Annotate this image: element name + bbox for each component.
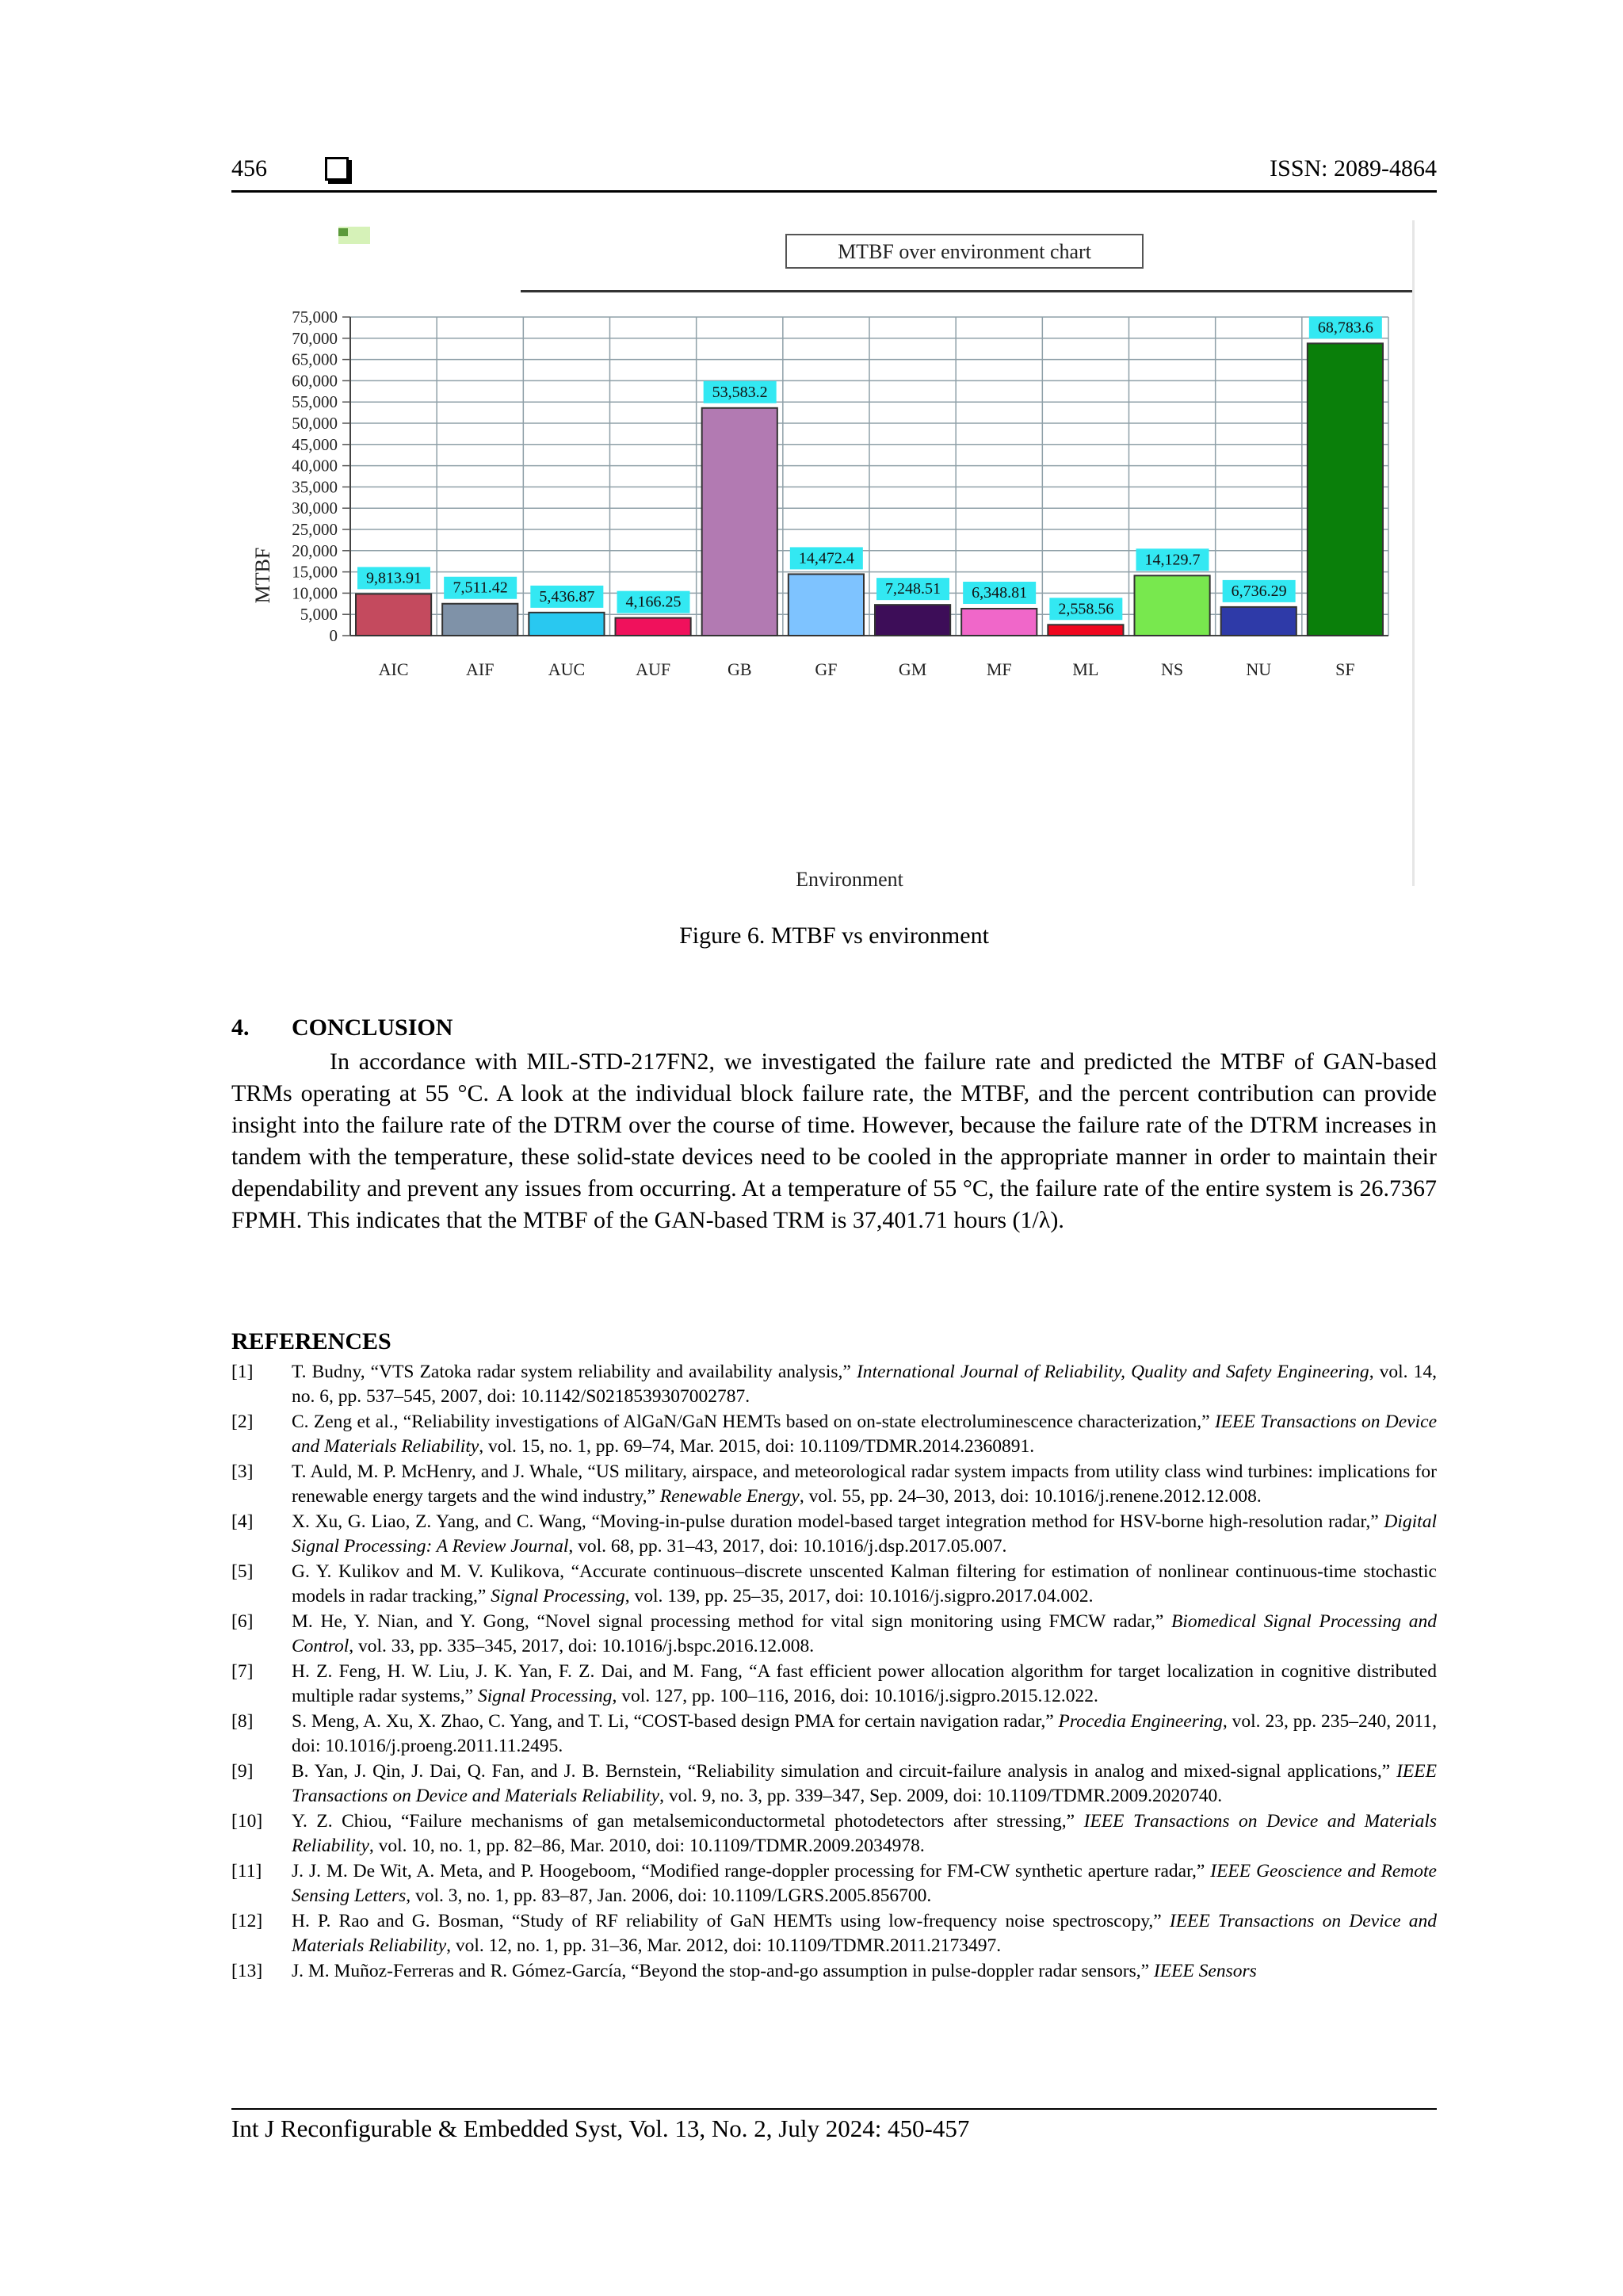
reference-venue: IEEE Transactions on Device and Materials Reliability (292, 1412, 1437, 1457)
section-heading (231, 1014, 453, 1041)
reference-details: , vol. 12, no. 1, pp. 31–36, Mar. 2012, doi: 10.1109/TDMR.2011.2173497. (446, 1935, 1002, 1956)
reference-number: [1] (231, 1362, 254, 1382)
bar-aif (442, 604, 517, 636)
data-label: 7,511.42 (453, 579, 508, 597)
x-tick-label: ML (1072, 659, 1099, 679)
x-tick-label: AUF (636, 659, 671, 679)
reference-text (292, 1759, 1437, 1808)
reference-authors-title: M. He, Y. Nian, and Y. Gong, “Novel signal processing method for vital sign monitoring using FMCW radar,” (292, 1611, 1171, 1632)
reference-list (231, 1360, 1437, 1985)
section-number: 4. (231, 1014, 250, 1041)
reference-number: [6] (231, 1611, 254, 1632)
reference-number: [8] (231, 1711, 254, 1732)
reference-venue: Biomedical Signal Processing and Control (292, 1611, 1437, 1656)
figure-caption: Figure 6. MTBF vs environment (679, 923, 989, 949)
reference-venue: IEEE Transactions on Device and Materials Reliability (292, 1761, 1437, 1806)
reference-item (231, 1460, 1437, 1508)
y-tick-label: 70,000 (292, 328, 338, 348)
y-tick-label: 25,000 (292, 520, 338, 539)
y-tick-label: 75,000 (292, 308, 338, 327)
reference-text (292, 1859, 1437, 1908)
section-title: CONCLUSION (292, 1014, 453, 1041)
reference-number: [7] (231, 1661, 254, 1682)
y-axis-label: MTBF (251, 547, 274, 604)
x-tick-label: GF (815, 659, 838, 679)
reference-details: , vol. 139, pp. 25–35, 2017, doi: 10.1016/j.sigpro.2017.04.002. (624, 1585, 1094, 1606)
reference-number: [10] (231, 1811, 263, 1832)
reference-number: [9] (231, 1761, 254, 1782)
reference-number: [2] (231, 1412, 254, 1432)
bar-auc (529, 613, 604, 636)
reference-text (292, 1660, 1437, 1708)
reference-item (231, 1759, 1437, 1808)
x-tick-label: MF (986, 659, 1012, 679)
x-tick-label: NU (1246, 659, 1272, 679)
footer-rule (231, 2108, 1437, 2110)
x-tick-label: NS (1161, 659, 1184, 679)
reference-venue: Procedia Engineering (1058, 1711, 1223, 1732)
reference-item (231, 1710, 1437, 1758)
bar-aic (356, 594, 431, 636)
x-tick-label: AUC (548, 659, 586, 679)
reference-venue: IEEE Transactions on Device and Materials Reliability (292, 1911, 1437, 1956)
reference-details: , vol. 15, no. 1, pp. 69–74, Mar. 2015, doi: 10.1109/TDMR.2014.2360891. (479, 1435, 1035, 1457)
reference-authors-title: J. J. M. De Wit, A. Meta, and P. Hoogeboom, “Modified range-doppler processing for FM-CW synthetic aperture radar,” (292, 1861, 1211, 1881)
reference-number: [3] (231, 1461, 254, 1482)
reference-authors-title: X. Xu, G. Liao, Z. Yang, and C. Wang, “Moving-in-pulse duration model-based target integration method for HSV-borne high-resolution radar,” (292, 1511, 1384, 1532)
data-label: 6,348.81 (972, 583, 1028, 602)
data-label: 9,813.91 (366, 569, 422, 587)
reference-text (292, 1610, 1437, 1658)
x-tick-label: AIF (466, 659, 495, 679)
y-tick-label: 45,000 (292, 434, 338, 454)
y-tick-label: 30,000 (292, 499, 338, 518)
bar-gb (702, 408, 777, 636)
data-label: 2,558.56 (1058, 600, 1114, 618)
chart-right-edge (1412, 220, 1415, 886)
y-tick-label: 5,000 (300, 605, 338, 625)
x-tick-label: GM (898, 659, 927, 679)
issn: ISSN: 2089-4864 (1270, 155, 1437, 181)
reference-details: , vol. 14, no. 6, pp. 537–545, 2007, doi: 10.1142/S0218539307002787. (292, 1362, 1437, 1407)
reference-item (231, 1859, 1437, 1908)
x-axis-label: Environment (796, 868, 903, 891)
reference-venue: Signal Processing (477, 1685, 613, 1706)
reference-venue: International Journal of Reliability, Quality and Safety Engineering (856, 1362, 1369, 1382)
reference-text (292, 1959, 1437, 1984)
reference-authors-title: B. Yan, J. Qin, J. Dai, Q. Fan, and J. B. Bernstein, “Reliability simulation and circuit-failure analysis in analog and mixed-signal applications,” (292, 1761, 1397, 1782)
bar-ml (1048, 625, 1123, 636)
reference-authors-title: Y. Z. Chiou, “Failure mechanisms of gan metalsemiconductormetal photodetectors after stressing,” (292, 1811, 1084, 1832)
reference-item (231, 1410, 1437, 1458)
reference-item (231, 1909, 1437, 1958)
page-number: 456 (231, 155, 267, 181)
bar-sf (1308, 343, 1383, 636)
reference-authors-title: H. Z. Feng, H. W. Liu, J. K. Yan, F. Z. Dai, and M. Fang, “A fast efficient power allocation algorithm for target localization in cognitive distributed multiple radar systems,” (292, 1661, 1437, 1706)
data-label: 14,472.4 (798, 549, 854, 567)
chart-svg (231, 211, 1426, 897)
page-header (231, 155, 1437, 195)
reference-item (231, 1360, 1437, 1408)
reference-venue: IEEE Sensors (1153, 1961, 1257, 1981)
bar-auf (616, 618, 691, 636)
checkbox-square-icon (325, 157, 349, 181)
reference-number: [13] (231, 1961, 263, 1981)
reference-details: , vol. 3, no. 1, pp. 83–87, Jan. 2006, doi: 10.1109/LGRS.2005.856700. (406, 1885, 932, 1906)
reference-text (292, 1510, 1437, 1558)
reference-item (231, 1809, 1437, 1858)
chart-title-rule (521, 290, 1412, 292)
reference-text (292, 1809, 1437, 1858)
reference-authors-title: C. Zeng et al., “Reliability investigations of AlGaN/GaN HEMTs based on on-state electroluminescence characterization,” (292, 1412, 1215, 1432)
bar-gf (789, 574, 864, 636)
reference-details: , vol. 127, pp. 100–116, 2016, doi: 10.1016/j.sigpro.2015.12.022. (612, 1685, 1098, 1706)
references-heading: REFERENCES (231, 1328, 391, 1354)
reference-details: , vol. 33, pp. 335–345, 2017, doi: 10.1016/j.bspc.2016.12.008. (349, 1635, 815, 1656)
y-tick-label: 60,000 (292, 371, 338, 391)
reference-item (231, 1660, 1437, 1708)
reference-number: [11] (231, 1861, 262, 1881)
mtbf-bar-chart (231, 211, 1426, 897)
data-label: 14,129.7 (1144, 551, 1201, 569)
reference-authors-title: J. M. Muñoz-Ferreras and R. Gómez-García, “Beyond the stop-and-go assumption in pulse-doppler radar sensors,” (292, 1961, 1154, 1981)
data-label: 5,436.87 (539, 587, 595, 606)
data-label: 53,583.2 (712, 383, 768, 401)
bar-gm (875, 605, 950, 636)
reference-text (292, 1710, 1437, 1758)
reference-item (231, 1510, 1437, 1558)
reference-text (292, 1460, 1437, 1508)
y-tick-label: 55,000 (292, 392, 338, 412)
reference-authors-title: S. Meng, A. Xu, X. Zhao, C. Yang, and T. Li, “COST-based design PMA for certain navigation radar,” (292, 1711, 1059, 1732)
reference-venue: Signal Processing (491, 1585, 625, 1606)
reference-item (231, 1959, 1437, 1984)
reference-authors-title: H. P. Rao and G. Bosman, “Study of RF reliability of GaN HEMTs using low-frequency noise spectroscopy,” (292, 1911, 1170, 1931)
reference-details: , vol. 55, pp. 24–30, 2013, doi: 10.1016/j.renene.2012.12.008. (799, 1485, 1262, 1507)
reference-text (292, 1410, 1437, 1458)
bar-mf (961, 609, 1037, 636)
page-footer: Int J Reconfigurable & Embedded Syst, Vol. 13, No. 2, July 2024: 450-457 (231, 2115, 970, 2142)
reference-venue: Renewable Energy (659, 1485, 800, 1507)
reference-item (231, 1560, 1437, 1608)
data-label: 4,166.25 (625, 593, 682, 611)
conclusion-paragraph: In accordance with MIL-STD-217FN2, we investigated the failure rate and predicted the MTBF of GAN-based TRMs operating at 55 °C. A look at the individual block failure rate, the MTBF, and the percent contribution can provide insight into the failure rate of the DTRM over the course of time. However, because the failure rate of the DTRM increases in tandem with the temperature, these solid-state devices need to be cooled in the appropriate manner in order to maintain their dependability and prevent any issues from occurring. At a temperature of 55 °C, the failure rate of the entire system is 26.7367 FPMH. This indicates that the MTBF of the GAN-based TRM is 37,401.71 hours (1/λ). (231, 1049, 1437, 1233)
y-tick-label: 0 (329, 626, 338, 645)
reference-number: [12] (231, 1911, 263, 1931)
data-label: 6,736.29 (1231, 582, 1287, 600)
reference-details: , vol. 23, pp. 235–240, 2011, doi: 10.1016/j.proeng.2011.11.2495. (292, 1711, 1438, 1756)
y-tick-label: 20,000 (292, 541, 338, 560)
data-label: 68,783.6 (1317, 319, 1373, 337)
data-label: 7,248.51 (885, 580, 941, 598)
reference-authors-title: T. Budny, “VTS Zatoka radar system reliability and availability analysis,” (292, 1362, 857, 1382)
chart-title: MTBF over environment chart (838, 240, 1091, 263)
reference-authors-title: T. Auld, M. P. McHenry, and J. Whale, “US military, airspace, and meteorological radar system impacts from utility class wind turbines: implications for renewable energy targets and the wind industry,” (292, 1461, 1437, 1507)
y-tick-label: 50,000 (292, 414, 338, 433)
reference-text (292, 1560, 1437, 1608)
y-tick-label: 35,000 (292, 477, 338, 497)
header-rule (231, 190, 1437, 193)
x-tick-label: GB (727, 659, 752, 679)
y-tick-label: 40,000 (292, 456, 338, 476)
x-tick-label: SF (1335, 659, 1355, 679)
reference-venue: Digital Signal Processing: A Review Journal (292, 1511, 1437, 1557)
y-tick-label: 10,000 (292, 583, 338, 603)
reference-venue: IEEE Transactions on Device and Materials Reliability (292, 1811, 1437, 1856)
reference-authors-title: G. Y. Kulikov and M. V. Kulikova, “Accurate continuous–discrete unscented Kalman filtering for estimation of nonlinear continuous-time stochastic models in radar tracking,” (292, 1561, 1437, 1606)
reference-details: , vol. 10, no. 1, pp. 82–86, Mar. 2010, doi: 10.1109/TDMR.2009.2034978. (369, 1835, 925, 1856)
bar-ns (1135, 575, 1210, 636)
reference-number: [4] (231, 1511, 254, 1532)
x-tick-label: AIC (378, 659, 409, 679)
reference-number: [5] (231, 1561, 254, 1582)
reference-venue: IEEE Geoscience and Remote Sensing Letters (292, 1861, 1437, 1906)
reference-item (231, 1610, 1437, 1658)
reference-details: , vol. 9, no. 3, pp. 339–347, Sep. 2009, doi: 10.1109/TDMR.2009.2020740. (659, 1785, 1223, 1806)
bar-nu (1221, 607, 1296, 636)
chart-background (338, 219, 1426, 897)
chart-logo-mark (338, 228, 348, 236)
reference-details: , vol. 68, pp. 31–43, 2017, doi: 10.1016/j.dsp.2017.05.007. (568, 1535, 1007, 1557)
reference-text (292, 1909, 1437, 1958)
y-tick-label: 65,000 (292, 350, 338, 369)
y-tick-label: 15,000 (292, 562, 338, 582)
reference-text (292, 1360, 1437, 1408)
